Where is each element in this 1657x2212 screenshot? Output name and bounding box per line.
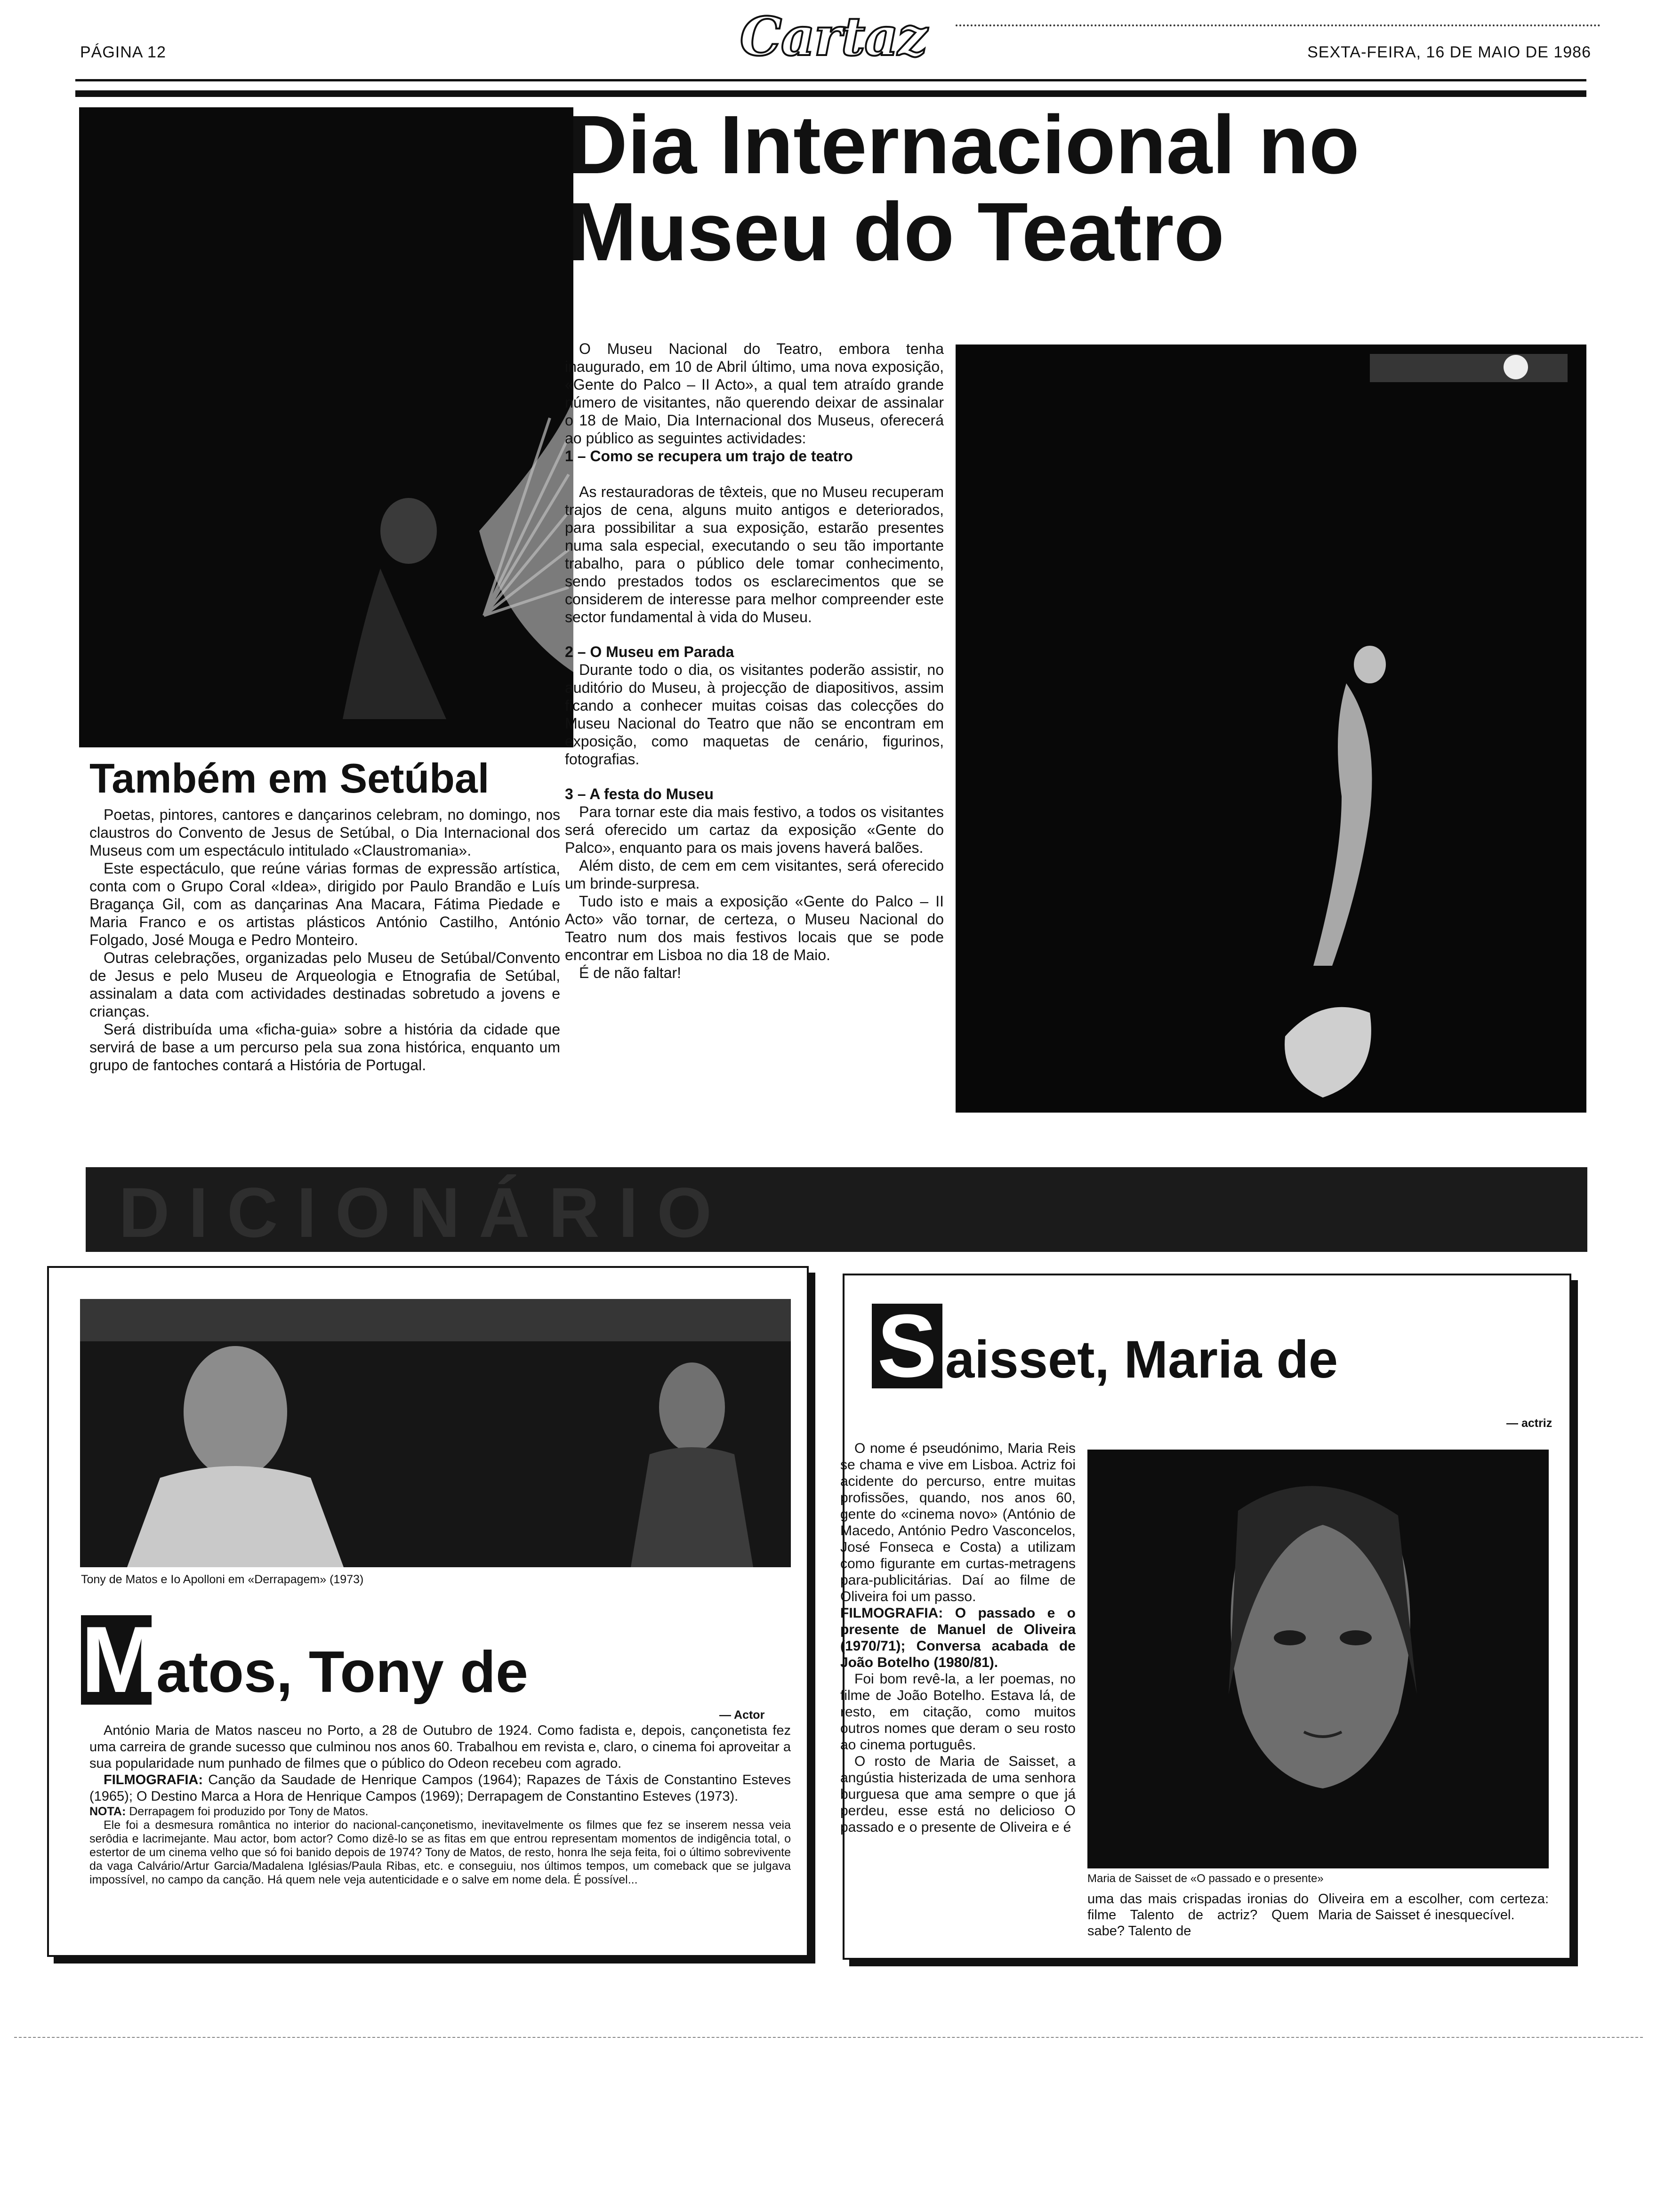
saisset-headline: aisset, Maria de bbox=[945, 1330, 1338, 1389]
saisset-p2: Foi bom revê-la, a ler poemas, no filme de João Botelho. Estava lá, de resto, em citação, como muitos outros nomes que deram o seu rosto ao cinema português. bbox=[840, 1671, 1076, 1753]
footer-rule bbox=[14, 2037, 1643, 2038]
masthead-dots bbox=[956, 24, 1601, 30]
museum-p3: Durante todo o dia, os visitantes poderão assistir, no auditório do Museu, à projecção de diapositivos, assim ficando a conhecer muitas coisas das colecções do Museu Nacional do Teatro que não se encontram em exposição, como maquetas de cenário, figurinos, fotografias. bbox=[565, 661, 944, 768]
matos-role: — Actor bbox=[719, 1708, 765, 1722]
setubal-article bbox=[89, 806, 560, 1074]
header-bar bbox=[75, 90, 1586, 97]
saisset-initial-box bbox=[872, 1296, 942, 1396]
setubal-p3: Outras celebrações, organizadas pelo Museu de Setúbal/Convento de Jesus e pelo Museu de Arqueologia e Etnografia de Setúbal, assinalam a data com actividades destinadas sobretudo a jovens e crianças. bbox=[89, 949, 560, 1020]
matos-filmo-label: FILMOGRAFIA: bbox=[104, 1772, 203, 1787]
museum-s1: 1 – Como se recupera um trajo de teatro bbox=[565, 448, 853, 465]
top-right-photo bbox=[956, 345, 1586, 1113]
museum-s3: 3 – A festa do Museu bbox=[565, 785, 714, 802]
headline-line-1: Dia Internacional no bbox=[568, 99, 1360, 191]
dicionario-banner bbox=[86, 1167, 1587, 1252]
museum-p2: As restauradoras de têxteis, que no Museu recuperam trajos de cena, alguns muito antigos e deteriorados, para possibilitar a sua exposição, estarão presentes numa sala especial, executando o seu tão importante trabalho, para o público dele tomar conhecimento, sendo prestados todos os esclarecimentos que se considerem de interesse para melhor compreender este sector fundamental à vida do Museu. bbox=[565, 483, 944, 625]
saisset-filmo: FILMOGRAFIA: O passado e o presente de Manuel de Oliveira (1970/71); Conversa acabada de João Botelho (1980/81). bbox=[840, 1605, 1076, 1670]
matos-article bbox=[89, 1723, 791, 1887]
matos-filmo: Canção da Saudade de Henrique Campos (1964); Rapazes de Táxis de Constantino Esteves (1965); O Destino Marca a Hora de Henrique Campos (1969); Derrapagem de Constantino Esteves (1973). bbox=[89, 1772, 791, 1804]
setubal-p4: Será distribuída uma «ficha-guia» sobre a história da cidade que servirá de base a um percurso pela sua zona histórica, enquanto um grupo de fantoches contará a História de Portugal. bbox=[89, 1021, 560, 1074]
matos-nota: Derrapagem foi produzido por Tony de Matos. bbox=[129, 1805, 369, 1818]
museum-p1: O Museu Nacional do Teatro, embora tenha inaugurado, em 10 de Abril último, uma nova exposição, «Gente do Palco – II Acto», a qual tem atraído grande número de visitantes, não querendo deixar de assinalar o 18 de Maio, Dia Internacional dos Museus, oferecerá ao público as seguintes actividades: bbox=[565, 340, 944, 447]
header-rule bbox=[75, 79, 1586, 81]
saisset-role: — actriz bbox=[1506, 1417, 1552, 1430]
matos-initial: M bbox=[81, 1607, 160, 1712]
matos-caption: Tony de Matos e Io Apolloni em «Derrapagem» (1973) bbox=[81, 1573, 364, 1586]
matos-photo bbox=[80, 1299, 791, 1567]
saisset-c2: uma das mais crispadas ironias do filme Talento de actriz? Quem sabe? Talento de bbox=[1087, 1891, 1309, 1939]
museum-p6: Tudo isto e mais a exposição «Gente do Palco – II Acto» vão tornar, de certeza, o Museu Nacional do Teatro num dos mais festivos locais que se pode encontrar em Lisboa no dia 18 de Maio. bbox=[565, 893, 944, 963]
headline-line-2: Museu do Teatro bbox=[568, 185, 1225, 278]
saisset-col2 bbox=[1087, 1891, 1309, 1939]
setubal-p2: Este espectáculo, que reúne várias formas de expressão artística, conta com o Grupo Coral «Idea», dirigido por Paulo Brandão e Luís Bragança Gil, com as dançarinas Ana Macara, Fátima Piedade e Maria Franco e os artistas plásticos António Castilho, António Folgado, José Mouga e Pedro Monteiro. bbox=[89, 860, 560, 948]
logo-text: Cartaz bbox=[740, 6, 927, 68]
museum-p7: É de não faltar! bbox=[579, 964, 682, 981]
matos-nota-label: NOTA: bbox=[89, 1805, 126, 1818]
saisset-p3: O rosto de Maria de Saisset, a angústia histerizada de uma senhora burguesa que ama sempre o que já perdeu, esse está no delicioso O passado e o presente de Oliveira e é bbox=[840, 1754, 1076, 1835]
museum-p5: Além disto, de cem em cem visitantes, será oferecido um brinde-surpresa. bbox=[565, 857, 944, 892]
banner-text: DICIONÁRIO bbox=[119, 1173, 731, 1252]
saisset-caption: Maria de Saisset de «O passado e o presente» bbox=[1087, 1872, 1324, 1885]
museum-p4: Para tornar este dia mais festivo, a todos os visitantes será oferecido um cartaz da exposição «Gente do Palco», enquanto para os mais jovens haverá balões. bbox=[565, 803, 944, 856]
matos-headline: atos, Tony de bbox=[156, 1640, 529, 1705]
saisset-initial: S bbox=[877, 1296, 937, 1396]
saisset-c3: Oliveira em a escolher, com certeza: Maria de Saisset é inesquecível. bbox=[1318, 1891, 1549, 1923]
saisset-article bbox=[840, 1440, 1076, 1835]
setubal-headline: Também em Setúbal bbox=[89, 755, 490, 801]
setubal-p1: Poetas, pintores, cantores e dançarinos celebram, no domingo, nos claustros do Convento de Jesus de Setúbal, o Dia Internacional dos Museus com um espectáculo intitulado «Claustromania». bbox=[89, 806, 560, 859]
museum-s2: 2 – O Museu em Parada bbox=[565, 643, 734, 660]
matos-p2: Ele foi a desmesura romântica no interior do nacional-cançonetismo, inevitavelmente os filmes que fez se inserem nessa veia serôdia e lacrimejante. Mau actor, bom actor? Como dizê-lo se as fitas em que entrou representam momentos de indigência total, o estertor de um cinema velho que só foi banido depois de 1974? Tony de Matos, de resto, honra lhe seja feita, foi o último sobrevivente da vaga Calvário/Artur Garcia/Madalena Iglésias/Paula Ribas, etc. e conseguiu, nos últimos tempos, um comeback que se julgava impossível, no campo da canção. Há quem nele veja autenticidade e o salve em nome dela. É possível... bbox=[89, 1819, 791, 1886]
page-date: SEXTA-FEIRA, 16 DE MAIO DE 1986 bbox=[1307, 43, 1591, 61]
saisset-col3 bbox=[1318, 1891, 1549, 1923]
saisset-p1: O nome é pseudónimo, Maria Reis se chama e vive em Lisboa. Actriz foi acidente do percurso, entre muitas profissões, quando, nos anos 60, gente do «cinema novo» (António de Macedo, António Pedro Vasconcelos, José Fonseca e Costa) a utilizam como figurante em curtas-metragens para-publicitárias. Daí ao filme de Oliveira foi um passo. bbox=[840, 1441, 1076, 1604]
matos-initial-box bbox=[81, 1607, 160, 1712]
saisset-photo bbox=[1087, 1450, 1549, 1868]
top-left-photo bbox=[79, 107, 573, 747]
museum-headline bbox=[568, 99, 1580, 278]
page-number: PÁGINA 12 bbox=[80, 43, 166, 61]
matos-p1: António Maria de Matos nasceu no Porto, a 28 de Outubro de 1924. Como fadista e, depois, cançonetista fez uma carreira de grande sucesso que culminou nos anos 60. Trabalhou em revista e, claro, o cinema foi aproveitar a sua popularidade num punhado de filmes que o público do Odeon recebeu com agrado. bbox=[89, 1723, 791, 1771]
museum-article bbox=[565, 340, 944, 982]
cartaz-logo bbox=[711, 7, 956, 77]
